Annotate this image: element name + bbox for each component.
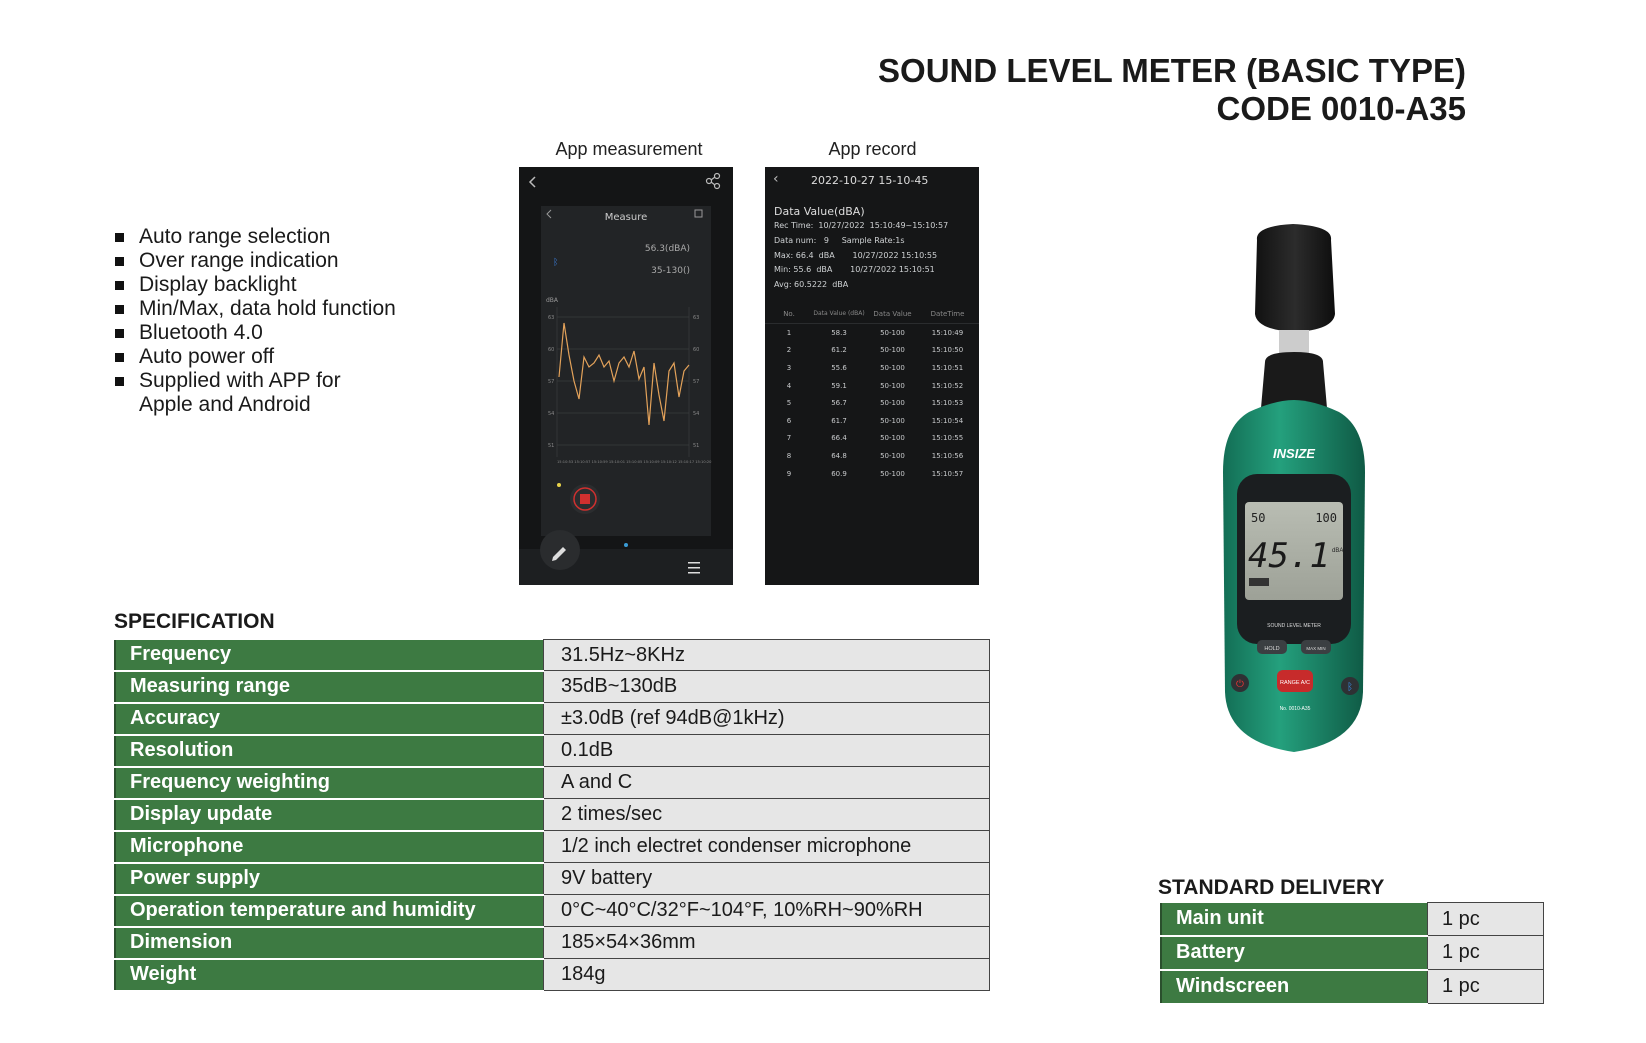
- spec-label: Frequency: [115, 640, 544, 671]
- record-cell: 15:10:52: [931, 381, 964, 390]
- record-cell: 50-100: [880, 434, 905, 443]
- record-cell: 8: [786, 451, 792, 460]
- specification-heading: SPECIFICATION: [114, 610, 275, 633]
- lcd-right: 100: [1315, 511, 1337, 525]
- spec-value: 184g: [544, 959, 990, 991]
- col-no: No.: [783, 310, 795, 318]
- app-record-screenshot: [765, 167, 979, 585]
- record-cell: 15:10:50: [931, 346, 964, 355]
- record-rows: [765, 324, 979, 482]
- spec-label: Accuracy: [115, 703, 544, 735]
- page-title: [878, 52, 1466, 128]
- record-cell: 15:10:57: [931, 469, 964, 478]
- spec-row: [115, 767, 990, 799]
- spec-value: 31.5Hz~8KHz: [544, 640, 990, 671]
- spec-row: [115, 959, 990, 991]
- col-range: Data Value: [873, 310, 912, 318]
- spec-label: Operation temperature and humidity: [115, 895, 544, 927]
- bluetooth-icon: ᛒ: [553, 258, 559, 268]
- record-cell: 60.9: [831, 469, 847, 478]
- y-tick: 54: [693, 411, 700, 417]
- delivery-row: [1161, 903, 1544, 936]
- spec-row: [115, 831, 990, 863]
- feature-item: Min/Max, data hold function: [115, 297, 396, 321]
- feature-item: Display backlight: [115, 273, 396, 297]
- delivery-value: 1 pc: [1428, 936, 1544, 970]
- feature-item: Supplied with APP for: [115, 369, 396, 393]
- record-cell: 58.3: [831, 328, 847, 337]
- title-line-1: SOUND LEVEL METER (BASIC TYPE): [878, 52, 1466, 89]
- spec-value: 185×54×36mm: [544, 927, 990, 959]
- range-text: 35-130(): [651, 266, 690, 276]
- feature-list: [115, 225, 396, 417]
- delivery-heading: STANDARD DELIVERY: [1158, 876, 1385, 899]
- feature-item: Auto power off: [115, 345, 396, 369]
- record-cell: 15:10:54: [931, 416, 964, 425]
- record-cell: 50-100: [880, 381, 905, 390]
- spec-value: 0.1dB: [544, 735, 990, 767]
- record-table-header: [765, 305, 979, 324]
- spec-row: [115, 671, 990, 703]
- delivery-value: 1 pc: [1428, 970, 1544, 1004]
- lcd-reading: 45.1: [1248, 536, 1330, 576]
- col-datetime: DateTime: [930, 310, 965, 318]
- record-cell: 50-100: [880, 469, 905, 478]
- record-row: [765, 394, 979, 412]
- y-tick: 63: [548, 315, 555, 321]
- record-cell: 15:10:53: [931, 399, 964, 408]
- record-cell: 50-100: [880, 346, 905, 355]
- spec-row: [115, 895, 990, 927]
- spec-label: Frequency weighting: [115, 767, 544, 799]
- y-tick: 63: [693, 315, 700, 321]
- record-cell: 2: [786, 346, 792, 355]
- record-row: [765, 447, 979, 465]
- windscreen: [1255, 224, 1335, 332]
- reading-text: 56.3(dBA): [644, 244, 690, 254]
- record-cell: 61.7: [831, 416, 847, 425]
- record-cell: 15:10:55: [931, 434, 964, 443]
- spec-value: 1/2 inch electret condenser microphone: [544, 831, 990, 863]
- record-cell: 50-100: [880, 416, 905, 425]
- brand-logo: INSIZE: [1273, 446, 1315, 461]
- feature-item: Bluetooth 4.0: [115, 321, 396, 345]
- record-row: [765, 430, 979, 448]
- title-code: CODE 0010-A35: [1216, 90, 1466, 127]
- y-tick: 60: [693, 347, 700, 353]
- record-row: [765, 412, 979, 430]
- spec-value: 2 times/sec: [544, 799, 990, 831]
- spec-value: A and C: [544, 767, 990, 799]
- specification-table: [114, 639, 990, 992]
- info-title: Data Value(dBA): [774, 205, 865, 218]
- power-icon: ⏻: [1236, 679, 1244, 690]
- unit-text: dBA: [546, 297, 559, 304]
- spec-row: [115, 863, 990, 895]
- record-row: [765, 465, 979, 483]
- spec-row: [115, 703, 990, 735]
- y-tick: 51: [693, 443, 700, 449]
- record-cell: 15:10:51: [931, 363, 964, 372]
- max-value: Max: 66.4 dBA 10/27/2022 15:10:55: [774, 251, 938, 260]
- code-label: No. 0010-A35: [1279, 706, 1311, 712]
- data-num: Data num: 9 Sample Rate:1s: [774, 236, 905, 245]
- record-cell: 66.4: [831, 434, 847, 443]
- rec-time: Rec Time: 10/27/2022 15:10:49~15:10:57: [774, 221, 949, 230]
- device-image: [1215, 222, 1375, 772]
- delivery-value: 1 pc: [1428, 903, 1544, 936]
- x-ticks: 15:10:53 15:10:57 15:10:59 15:10:01 15:10:05 15:10:09 15:10:12 15:10:17 15:10:20: [557, 460, 712, 464]
- record-cell: 55.6: [831, 363, 847, 372]
- spec-value: 35dB~130dB: [544, 671, 990, 703]
- spec-value: ±3.0dB (ref 94dB@1kHz): [544, 703, 990, 735]
- spec-label: Resolution: [115, 735, 544, 767]
- measure-header: Measure: [604, 212, 648, 223]
- y-tick: 54: [548, 411, 555, 417]
- spec-label: Microphone: [115, 831, 544, 863]
- min-value: Min: 55.6 dBA 10/27/2022 15:10:51: [774, 265, 935, 274]
- spec-row: [115, 927, 990, 959]
- range-button: RANGE A/C: [1280, 680, 1310, 686]
- back-icon: ‹: [773, 171, 779, 187]
- record-cell: 15:10:56: [931, 451, 964, 460]
- delivery-label: Battery: [1161, 936, 1428, 970]
- app-measurement-graphic: [519, 167, 733, 585]
- spec-row: [115, 799, 990, 831]
- record-row: [765, 324, 979, 342]
- record-row: [765, 342, 979, 360]
- record-cell: 64.8: [831, 451, 847, 460]
- record-row: [765, 359, 979, 377]
- sound-meter-graphic: [1215, 222, 1375, 772]
- y-tick: 51: [548, 443, 555, 449]
- record-cell: 50-100: [880, 451, 905, 460]
- spec-label: Display update: [115, 799, 544, 831]
- delivery-label: Windscreen: [1161, 970, 1428, 1004]
- y-tick: 57: [548, 379, 555, 385]
- delivery-table: [1160, 902, 1544, 1005]
- spec-row: [115, 640, 990, 671]
- maxmin-button: MAX MIN: [1306, 646, 1326, 651]
- lcd-unit: dBA: [1332, 548, 1344, 554]
- record-cell: 56.7: [831, 399, 847, 408]
- spec-label: Measuring range: [115, 671, 544, 703]
- feature-item-continued: Apple and Android: [139, 393, 311, 416]
- record-cell: 6: [786, 416, 792, 425]
- record-cell: 50-100: [880, 363, 905, 372]
- record-cell: 4: [786, 381, 792, 390]
- record-cell: 5: [786, 399, 792, 408]
- delivery-label: Main unit: [1161, 903, 1428, 936]
- record-cell: 3: [786, 363, 792, 372]
- y-tick: 57: [693, 379, 700, 385]
- record-row: [765, 377, 979, 395]
- record-header: 2022-10-27 15-10-45: [811, 174, 929, 187]
- stop-icon: [580, 494, 590, 504]
- spec-value: 9V battery: [544, 863, 990, 895]
- spec-label: Dimension: [115, 927, 544, 959]
- avg-value: Avg: 60.5222 dBA: [774, 280, 849, 289]
- delivery-row: [1161, 936, 1544, 970]
- y-tick: 60: [548, 347, 555, 353]
- app-measurement-screenshot: [519, 167, 733, 585]
- feature-item: Over range indication: [115, 249, 396, 273]
- spec-label: Power supply: [115, 863, 544, 895]
- spec-label: Weight: [115, 959, 544, 991]
- record-cell: 50-100: [880, 328, 905, 337]
- record-cell: 1: [786, 328, 792, 337]
- record-cell: 59.1: [831, 381, 847, 390]
- record-cell: 7: [786, 434, 792, 443]
- model-label: SOUND LEVEL METER: [1267, 623, 1321, 629]
- record-table: [765, 305, 979, 482]
- col-value: Data Value (dBA): [813, 310, 865, 317]
- spec-row: [115, 735, 990, 767]
- spec-value: 0°C~40°C/32°F~104°F, 10%RH~90%RH: [544, 895, 990, 927]
- app-record-caption: App record: [828, 139, 917, 159]
- record-cell: 50-100: [880, 399, 905, 408]
- record-cell: 15:10:49: [931, 328, 964, 337]
- hold-button: HOLD: [1264, 646, 1280, 652]
- lcd-left: 50: [1251, 511, 1266, 525]
- bluetooth-icon: ᛒ: [1347, 682, 1353, 693]
- feature-item: Auto range selection: [115, 225, 396, 249]
- app-measurement-caption: App measurement: [555, 139, 703, 159]
- record-cell: 61.2: [831, 346, 847, 355]
- delivery-row: [1161, 970, 1544, 1004]
- record-cell: 9: [786, 469, 792, 478]
